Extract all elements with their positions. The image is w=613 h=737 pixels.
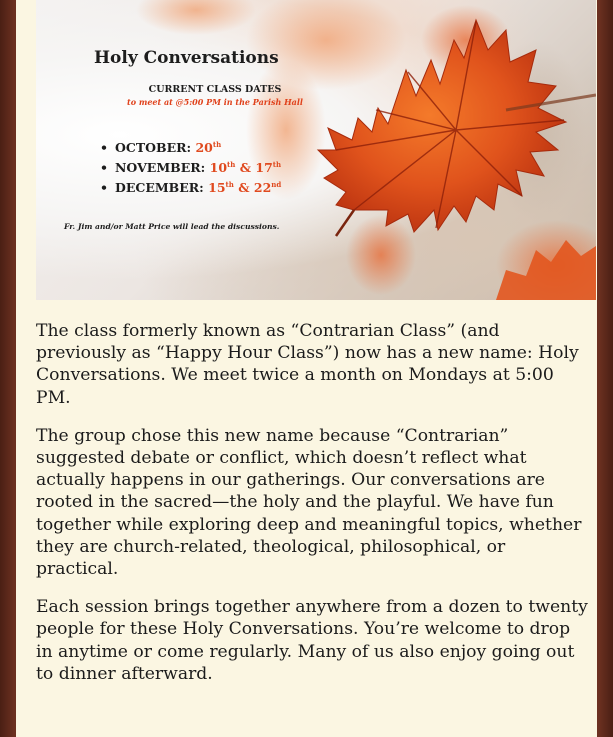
flyer-subtitle: CURRENT CLASS DATES [148, 84, 282, 95]
flyer-leaders-note: Fr. Jim and/or Matt Price will lead the discussions. [64, 222, 280, 231]
flyer-banner [36, 0, 596, 300]
article-paragraph: The class formerly known as “Contrarian Class” (and previously as “Happy Hour Class”) now has a new name: Holy Conversations. We meet twice a month on Mondays at 5:00 PM. [36, 321, 579, 408]
article-body [36, 320, 592, 701]
newsletter-page [16, 0, 597, 737]
date-item-october: • OCTOBER: 20th [100, 140, 222, 155]
date-item-december: • DECEMBER: 15th & 22nd [100, 180, 282, 195]
flyer-meeting-note: to meet at @5:00 PM in the Parish Hall [127, 97, 303, 107]
date-item-november: • NOVEMBER: 10th & 17th [100, 160, 282, 175]
class-dates-list [100, 136, 281, 196]
article-paragraph: Each session brings together anywhere from a dozen to twenty people for these Holy Conversations. You’re welcome to drop in anytime or come regularly. Many of us also enjoy going out to dinner afterward. [36, 597, 588, 684]
article-paragraph: The group chose this new name because “Contrarian” suggested debate or conflict, which doesn’t reflect what actually happens in our gatherings. Our conversations are rooted in the sacred—the holy and the playful. We have fun together while exploring deep and meaningful topics, whether they are church-related, theological, philosophical, or practical. [36, 425, 582, 580]
flyer-title: Holy Conversations [94, 48, 279, 68]
